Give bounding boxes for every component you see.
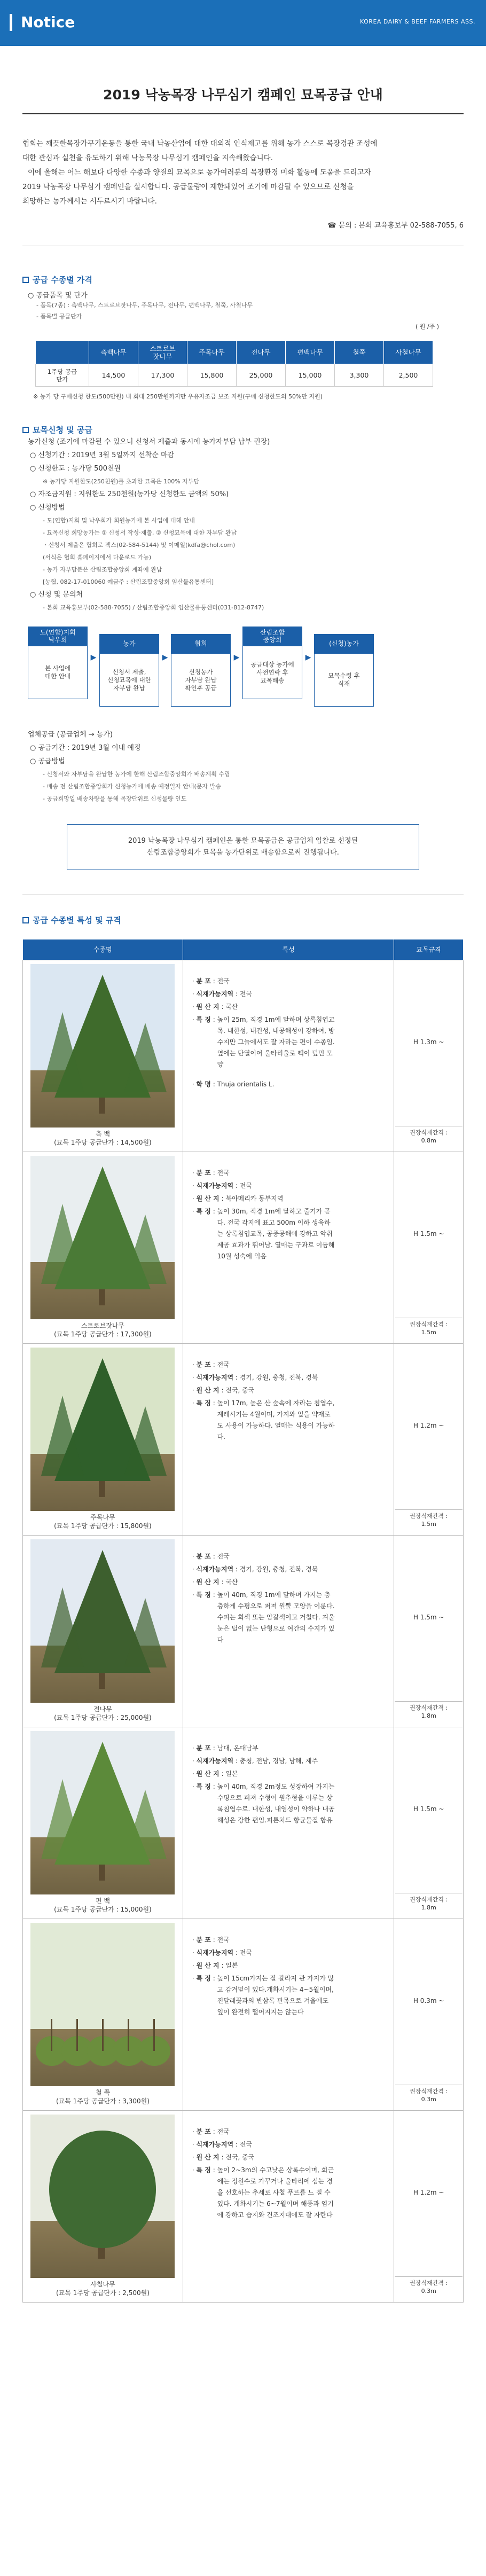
tree-spacing: 권장식재간격 : 0.3m <box>395 2276 463 2295</box>
price-note: ※ 농가 당 구매신청 한도(500만원) 내 회대 250만원까지만 우유자조금 보조 지원(구매 신청한도의 50%만 지원) <box>33 393 323 400</box>
tree-name: 스트로브잣나무 <box>81 1321 125 1329</box>
tree-features: · 분 포 : 전국 · 식재가능지역 : 전국 · 원 산 지 : 일본 · 특 징 : 높이 15cm가지는 잘 갈라져 관 가지가 많고 감겨밑이 있다.개화시기는 4~5월이며, 진달래꽃과의 반삼록 관목으로 겨울에도 잎이 완전히 떨어지지는 않는다 <box>192 1936 334 2016</box>
tree-name: 측 백 <box>95 1130 110 1138</box>
tree-photo <box>30 1156 175 1319</box>
tree-photo <box>30 1539 175 1703</box>
flow-step: 산림조합 중앙회 공급대상 농가에 사전연락 후 묘목배송 <box>242 627 302 699</box>
products-section-title: 공급 수종별 특성 및 규격 <box>22 914 464 926</box>
supply-section-title: 공급 수종별 가격 <box>22 274 464 285</box>
tree-caption <box>23 1894 182 1917</box>
tree-price: (묘목 1주당 공급단가 : 17,300원) <box>54 1330 152 1338</box>
tree-price: (묘목 1주당 공급단가 : 15,000원) <box>54 1905 152 1913</box>
tree-icon <box>30 1539 175 1703</box>
tree-name: 전나무 <box>93 1705 112 1713</box>
price-table: 측백나무 스트로브 잣나무 주목나무 전나무 편백나무 철쭉 사철나무 1주당 공급 단가 14,500 17,300 15,800 25,000 15,000 3,300 2,500 <box>35 340 433 387</box>
tree-features: · 분 포 : 전국 · 식재가능지역 : 경기, 강원, 충청, 전북, 경북 · 원 산 지 : 국산 · 특 징 : 높이 40m, 직경 1m에 달하며 가지는 층층하게 수평으로 퍼져 원뿔 모양을 이룬다. 수피는 회색 또는 암갈색이고 거칠다. 겨울눈은 털이 없는 난형으로 여간의 수지가 있다 <box>192 1552 335 1643</box>
flow-step: 도(연합)지회 낙우회 본 사업에 대한 안내 <box>28 627 88 699</box>
tree-size: H 1.3m ~ <box>413 1038 444 1046</box>
price-header-strobe: 스트로브 잣나무 <box>138 341 187 364</box>
tree-spacing: 권장식재간격 : 1.5m <box>395 1318 463 1336</box>
checkbox-icon <box>22 427 29 433</box>
arrow-right-icon: ▶ <box>162 653 168 662</box>
table-row <box>23 2110 464 2302</box>
tree-caption <box>23 1128 182 1150</box>
col-size: 묘목규격 <box>394 939 464 960</box>
tree-icon <box>30 1923 175 2086</box>
application-section-title: 묘목신청 및 공급 <box>22 424 464 435</box>
arrow-right-icon: ▶ <box>90 653 97 662</box>
tree-caption <box>23 1703 182 1725</box>
tree-features: · 분 포 : 전국 · 식재가능지역 : 전국 · 원 산 지 : 전국, 중국 · 특 징 : 높이 2~3m의 수고낮은 상록수이며, 회근에는 정원수로 가꾸거나 울타리에 심는 경을 선호하는 추세로 사철 푸르름 느 질 수 있다. 개화시기는 6~7월이며 해풍과 염기에 강하고 습지와 건조지대에도 잘 자란다 <box>192 2127 334 2219</box>
tree-price: (묘목 1주당 공급단가 : 2,500원) <box>56 2289 150 2297</box>
notice-box: 2019 낙농목장 나무심기 캠페인을 통한 묘목공급은 공급업체 입찰로 선정된 산림조합중앙회가 묘목을 농가단위로 배송함으로써 진행됩니다. <box>67 824 419 870</box>
tree-icon <box>30 2115 175 2278</box>
tree-price: (묘목 1주당 공급단가 : 14,500원) <box>54 1138 152 1146</box>
tree-icon <box>30 1348 175 1511</box>
tree-spacing: 권장식재간격 : 1.5m <box>395 1509 463 1528</box>
tree-icon <box>30 1156 175 1319</box>
tree-name: 주목나무 <box>90 1513 115 1521</box>
tree-features: · 분 포 : 전국 · 식재가능지역 : 전국 · 원 산 지 : 국산 · 특 징 : 높이 25m, 직경 1m에 달하며 상록침엽교목. 내한성, 내건성, 내공해성이 강하여, 방수지만 그늘에서도 잘 자라는 편이 수종임. 옆에는 단열이어 울타리울로 빽이 덮민 모양 · 학 명 : Thuja orientalis L. <box>192 977 335 1088</box>
flow-step: 농가 신청서 제출, 신청묘목에 대한 자부담 완납 <box>99 634 159 707</box>
supply-sub: ○ 공급품목 및 단가 <box>28 292 88 300</box>
flow-step: (신청)농가 묘목수령 후 식재 <box>314 634 374 707</box>
tree-size: H 1.5m ~ <box>413 1613 444 1621</box>
table-row <box>23 1152 464 1343</box>
tree-caption <box>23 2278 182 2300</box>
tree-features: · 분 포 : 전국 · 식재가능지역 : 경기, 강원, 충청, 전북, 경북 · 원 산 지 : 전국, 중국 · 특 징 : 높이 17m, 높은 산 숲속에 자라는 침엽수, 계례시기는 4월이며, 가지와 잎을 약재로도 사용이 가능하다. 열매는 식용이 가능하다. <box>192 1360 335 1440</box>
supply-items: - 품목(7종) : 측백나무, 스트로브잣나무, 주목나무, 전나무, 편백나무, 철쭉, 사철나무 <box>36 302 253 309</box>
col-feature: 특성 <box>183 939 394 960</box>
table-row <box>23 1727 464 1919</box>
delivery-details: 업체공급 (공급업체 → 농가) ○ 공급기간 : 2019년 3월 이내 예정 ○ 공급방법 - 신청서와 자부담을 완납한 농가에 한해 산림조합중앙회가 배송계획 수립 - 배송 전 산림조합중앙회가 신청농가에 배송 예정일자 안내(문자 발송 - 공급희망일 배송차량을 통해 목장단위로 신청물량 인도 <box>28 731 230 802</box>
arrow-right-icon: ▶ <box>305 653 311 662</box>
unit-label: ( 원 /주 ) <box>415 323 439 330</box>
products-table <box>22 939 464 2303</box>
tree-size: H 0.3m ~ <box>413 1996 444 2005</box>
table-row <box>23 960 464 1152</box>
flow-step: 협회 신청농가 자부담 완납 확인후 공급 <box>171 634 231 707</box>
tree-spacing: 권장식재간격 : 0.3m <box>395 2085 463 2103</box>
tree-name: 사철나무 <box>90 2280 115 2288</box>
tree-photo <box>30 2115 175 2278</box>
page-title: 2019 낙농목장 나무심기 캠페인 묘목공급 안내 <box>22 84 464 114</box>
tree-photo <box>30 1731 175 1894</box>
contact-phone: ☎ 문의 : 본회 교육홍보부 02-588-7055, 6 <box>22 220 464 246</box>
tree-size: H 1.2m ~ <box>413 1421 444 1429</box>
tree-features: · 분 포 : 전국 · 식재가능지역 : 전국 · 원 산 지 : 북아메리카 동부지역 · 특 징 : 높이 30m, 직경 1m에 달하고 줄기가 곧다. 전국 각지에 표고 500m 이하 생육하는 상록침엽교목, 공중공해에 강하고 악취제공 효과가 뛰어남. 열매는 구과로 이듬해 10월 성숙에 익음 <box>192 1169 335 1260</box>
table-row <box>23 1535 464 1727</box>
application-details: 농가신청 (조기에 마감될 수 있으니 신청서 제출과 동시에 농가자부담 납부 권장) ○ 신청기간 : 2019년 3월 5일까지 선착순 마감 ○ 신청한도 : 농가당 500천원 ※ 농가당 지원한도(250천원)를 초과한 묘목은 100% 자부담 ○ 자조금지원 : 지원한도 250천원(농가당 신청한도 금액의 50%) ○ 신청방법 - 도(연합)지회 및 낙우회가 회원농가에 본 사업에 대해 안내 - 묘목신청 희망농가는 ① 신청서 작성·제출, ② 신청묘목에 대한 자부담 완납 ㆍ신청서 제출은 협회로 팩스(02-584-5144) 및 이메일(kdfa@chol.com) (서식은 협회 홈페이지에서 다운로드 가능) - 농가 자부담분은 산림조합중앙회 계좌에 완납 [농협, 082-17-010060 예금주 : 산림조합중앙회 임산물유통센터] ○ 신청 및 문의처 - 본회 교육홍보부(02-588-7055) / 산림조합중앙회 임산물유통센터(031-812-8747) <box>28 438 270 611</box>
col-name: 수종명 <box>23 939 183 960</box>
tree-icon <box>30 1731 175 1894</box>
tree-price: (묘목 1주당 공급단가 : 15,800원) <box>54 1522 152 1530</box>
tree-caption <box>23 1319 182 1342</box>
checkbox-icon <box>22 917 29 923</box>
top-banner <box>0 0 486 46</box>
tree-photo <box>30 1348 175 1511</box>
tree-caption <box>23 1511 182 1533</box>
tree-size: H 1.5m ~ <box>413 1805 444 1813</box>
arrow-right-icon: ▶ <box>233 653 240 662</box>
process-flow <box>28 627 464 707</box>
tree-name: 철 쭉 <box>95 2088 110 2096</box>
association-name: KOREA DAIRY & BEEF FARMERS ASS. <box>360 18 475 25</box>
table-row <box>23 1919 464 2110</box>
intro-text: 협회는 깨끗한목장가꾸기운동을 통한 국내 낙농산업에 대한 대외적 인식제고를 위해 농가 스스로 목장경관 조성에 대한 관심과 실천을 유도하기 위해 낙농목장 나무심기 캠페인을 지속해왔습니다. 이에 올해는 어느 해보다 다양한 수종과 양질의 묘목으로 농가여러분의 목장환경 미화 활동에 도움을 드리고자 2019 낙농목장 나무심기 캠페인을 실시합니다. 공급물량이 제한돼있어 조기에 마감될 수 있으므로 신청을 희망하는 농가께서는 서두르시기 바랍니다. <box>22 139 378 206</box>
tree-features: · 분 포 : 남대, 온대남부 · 식재가능지역 : 충청, 전남, 경남, 남해, 제주 · 원 산 지 : 일본 · 특 징 : 높이 40m, 직경 2m정도 성장하여 가지는 수평으로 퍼져 수형이 원추형을 이루는 상록침엽수로. 내한성, 내염성이 약하나 내공해성은 강한 편임.피톤치드 항균물질 함유 <box>192 1744 335 1824</box>
tree-spacing: 권장식재간격 : 0.8m <box>395 1126 463 1145</box>
price-row-label: 1주당 공급 단가 <box>36 364 89 387</box>
tree-price: (묘목 1주당 공급단가 : 25,000원) <box>54 1713 152 1721</box>
tree-size: H 1.2m ~ <box>413 2188 444 2196</box>
tree-size: H 1.5m ~ <box>413 1230 444 1238</box>
tree-spacing: 권장식재간격 : 1.8m <box>395 1893 463 1912</box>
tree-photo <box>30 1923 175 2086</box>
tree-icon <box>30 964 175 1128</box>
notice-label: Notice <box>10 14 75 31</box>
tree-spacing: 권장식재간격 : 1.8m <box>395 1701 463 1720</box>
tree-caption <box>23 2086 182 2109</box>
tree-price: (묘목 1주당 공급단가 : 3,300원) <box>56 2097 150 2105</box>
tree-name: 편 백 <box>95 1897 110 1905</box>
supply-price-line: - 품목별 공급단가 <box>36 313 82 320</box>
tree-photo <box>30 964 175 1128</box>
checkbox-icon <box>22 277 29 283</box>
table-row <box>23 1343 464 1535</box>
